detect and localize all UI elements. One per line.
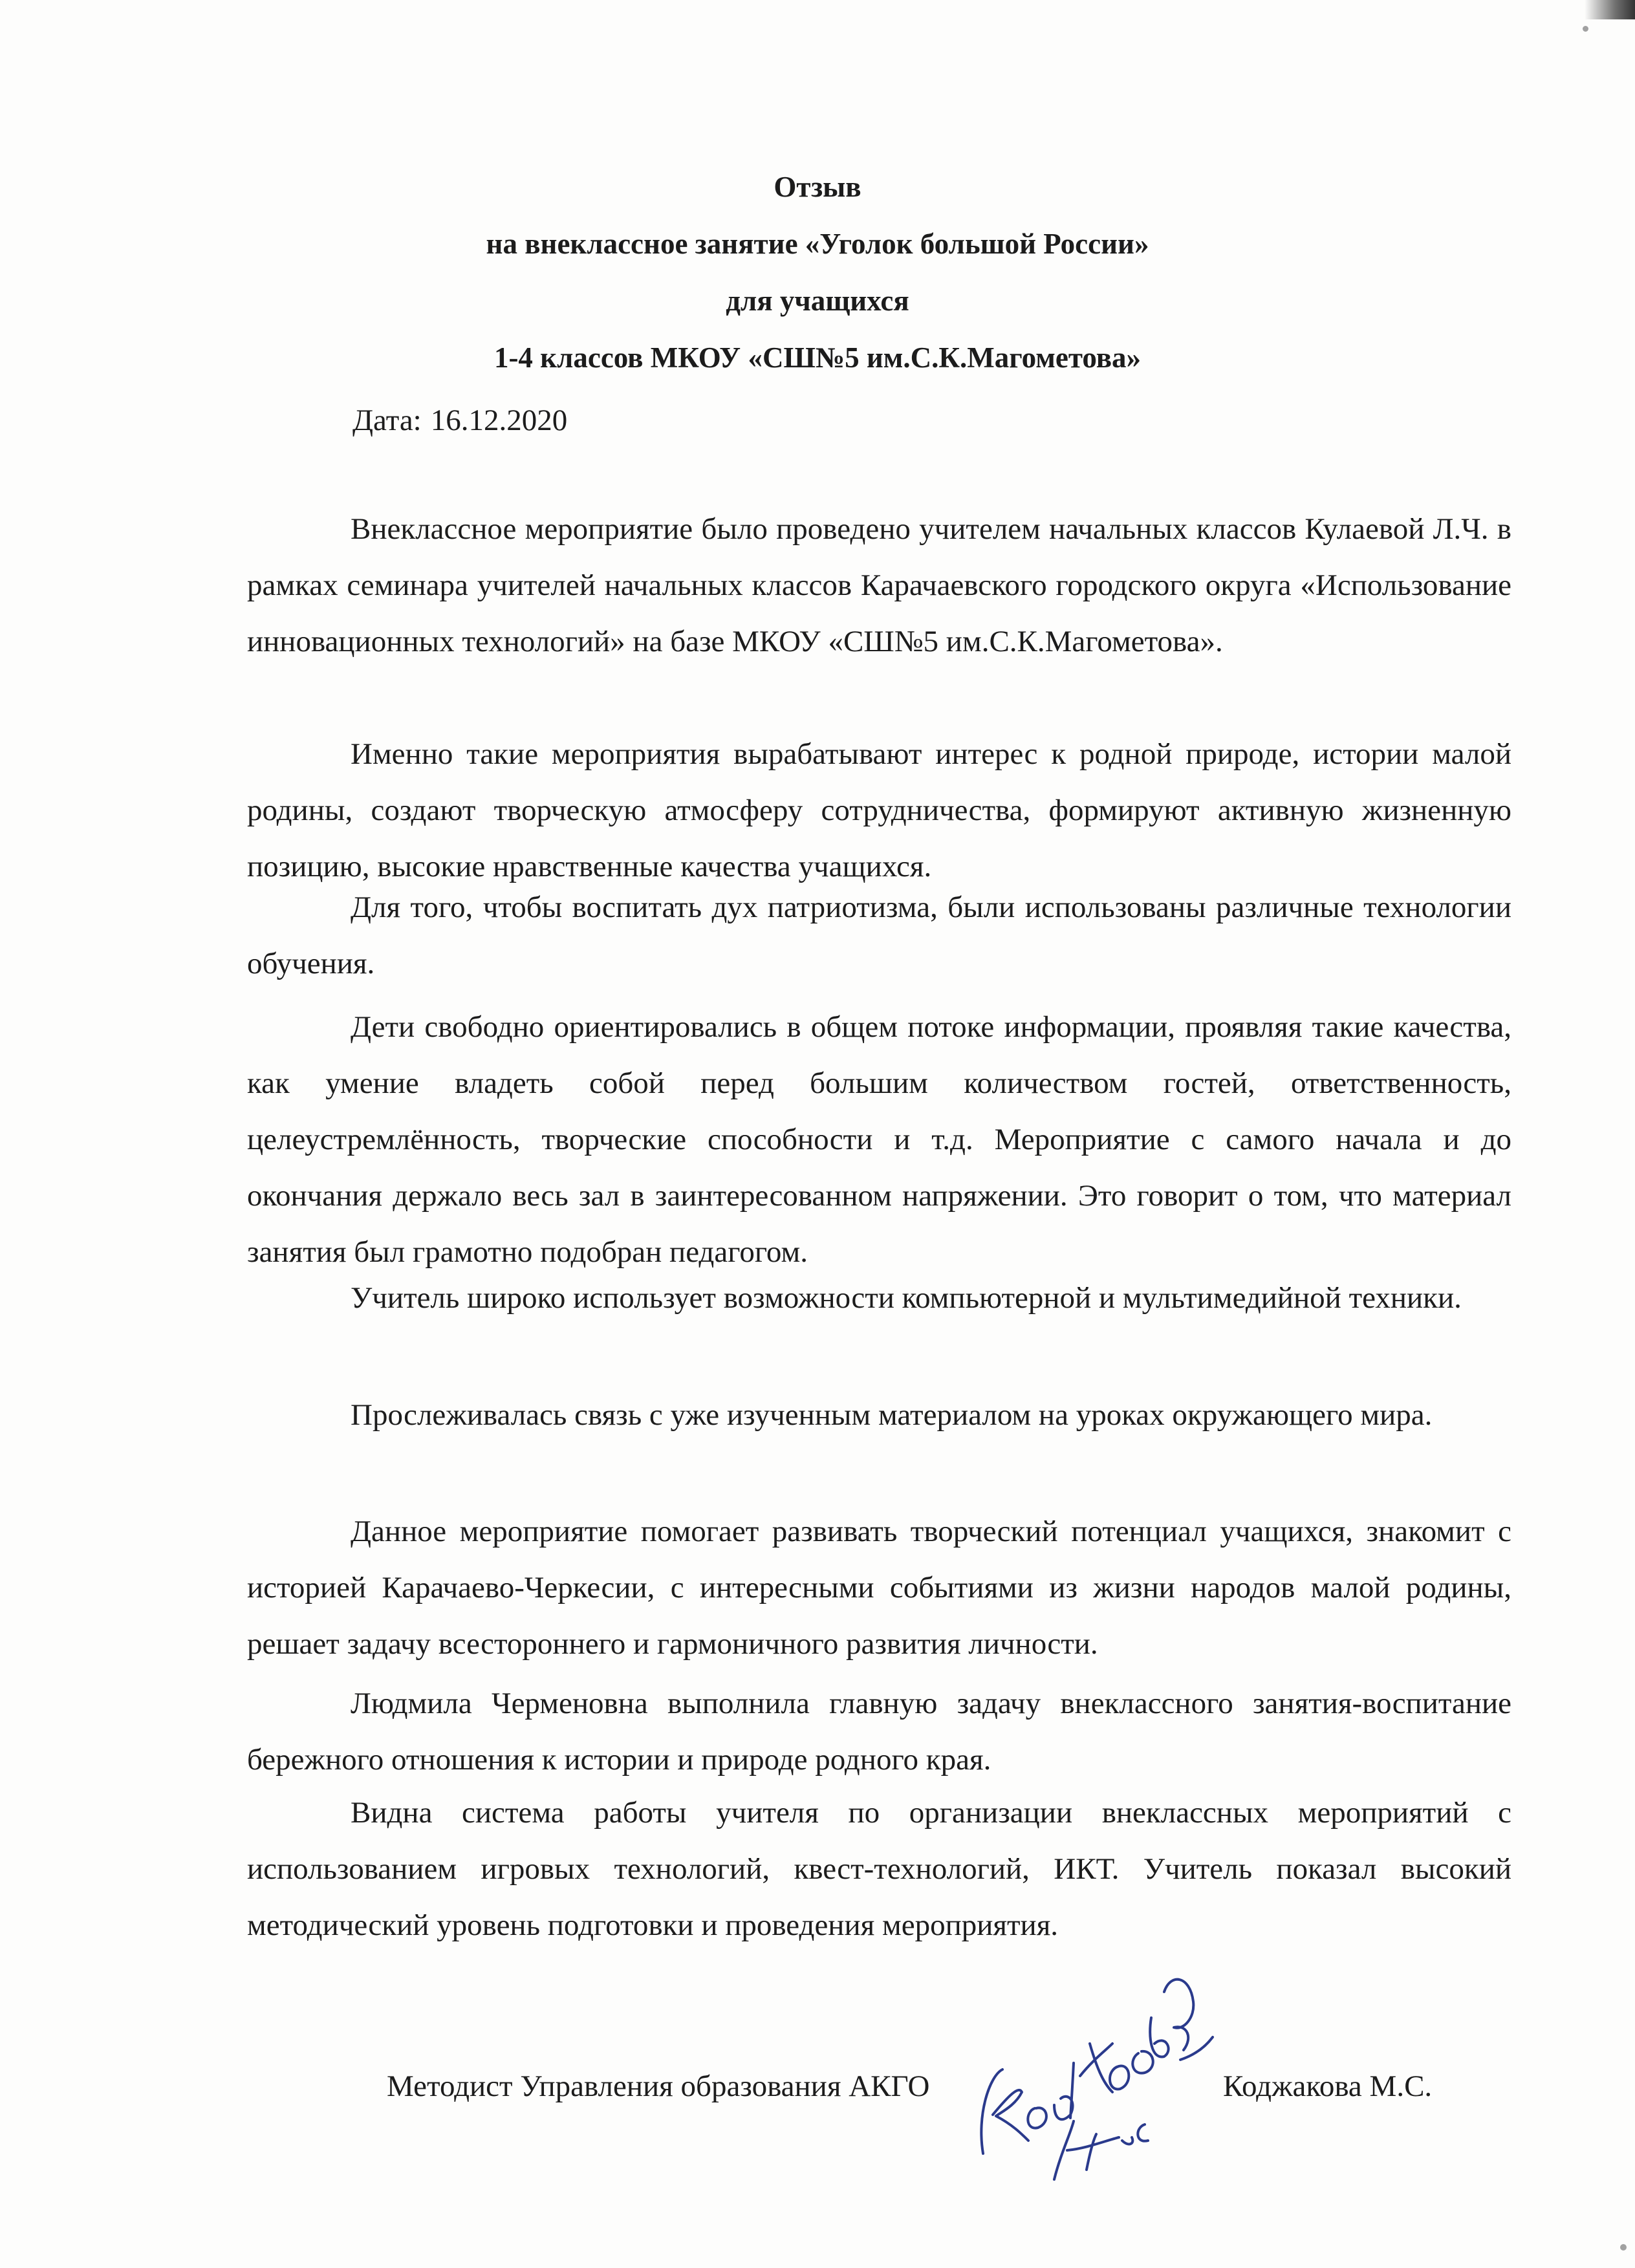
signature-image bbox=[957, 1947, 1229, 2192]
scan-edge-mark bbox=[1585, 0, 1635, 19]
paragraph-patriotism: Для того, чтобы воспитать дух патриотизма, были использованы различные технологии обучения. bbox=[247, 891, 1511, 980]
signatory-name: Коджакова М.С. bbox=[1223, 2069, 1433, 2103]
paragraph-connection: Прослеживалась связь с уже изученным материалом на уроках окружающего мира. bbox=[351, 1398, 1433, 1432]
document-title: Отзыв bbox=[774, 171, 861, 203]
document-school: 1-4 классов МКОУ «СШ№5 им.С.К.Магометова» bbox=[493, 341, 1142, 374]
scan-speck bbox=[1583, 26, 1588, 32]
date-line bbox=[352, 402, 567, 438]
paragraph-task: Людмила Черменовна выполнила главную задачу внеклассного занятия-воспитание бережного отношения к истории и природе родного края. bbox=[247, 1687, 1511, 1777]
paragraph-potential: Данное мероприятие помогает развивать творческий потенциал учащихся, знакомит с историей Карачаево-Черкесии, с интересными событиями из жизни народов малой родины, решает задачу всестороннего и гармоничного развития личности. bbox=[247, 1515, 1511, 1661]
paragraph-interest: Именно такие мероприятия вырабатывают интерес к родной природе, истории малой родины, создают творческую атмосферу сотрудничества, формируют активную жизненную позицию, высокие нравственные качества учащихся. bbox=[247, 737, 1511, 883]
paragraph-children: Дети свободно ориентировались в общем потоке информации, проявляя такие качества, как умение владеть собой перед большим количеством гостей, ответственность, целеустремлённость, творческие способности и т.д. Мероприятие с самого начала и до окончания держало весь зал в заинтересованном напряжении. Это говорит о том, что материал занятия был грамотно подобран педагогом. bbox=[247, 1010, 1511, 1269]
document-subtitle: на внеклассное занятие «Уголок большой России» bbox=[486, 228, 1149, 260]
signatory-title: Методист Управления образования АКГО bbox=[387, 2069, 930, 2103]
paragraph-intro: Внеклассное мероприятие было проведено учителем начальных классов Кулаевой Л.Ч. в рамках семинара учителей начальных классов Карачаевского городского округа «Использование инновационных технологий» на базе МКОУ «СШ№5 им.С.К.Магометова». bbox=[247, 512, 1511, 658]
document-audience: для учащихся bbox=[726, 285, 909, 317]
date-value: 16.12.2020 bbox=[430, 404, 568, 437]
paragraph-technique: Учитель широко использует возможности компьютерной и мультимедийной техники. bbox=[351, 1281, 1462, 1315]
date-label: Дата: bbox=[352, 404, 422, 437]
scan-speck bbox=[1620, 2244, 1627, 2251]
paragraph-system: Видна система работы учителя по организации внеклассных мероприятий с использованием игровых технологий, квест-технологий, ИКТ. Учитель показал высокий методический уровень подготовки и проведения мероприятия. bbox=[247, 1796, 1511, 1942]
